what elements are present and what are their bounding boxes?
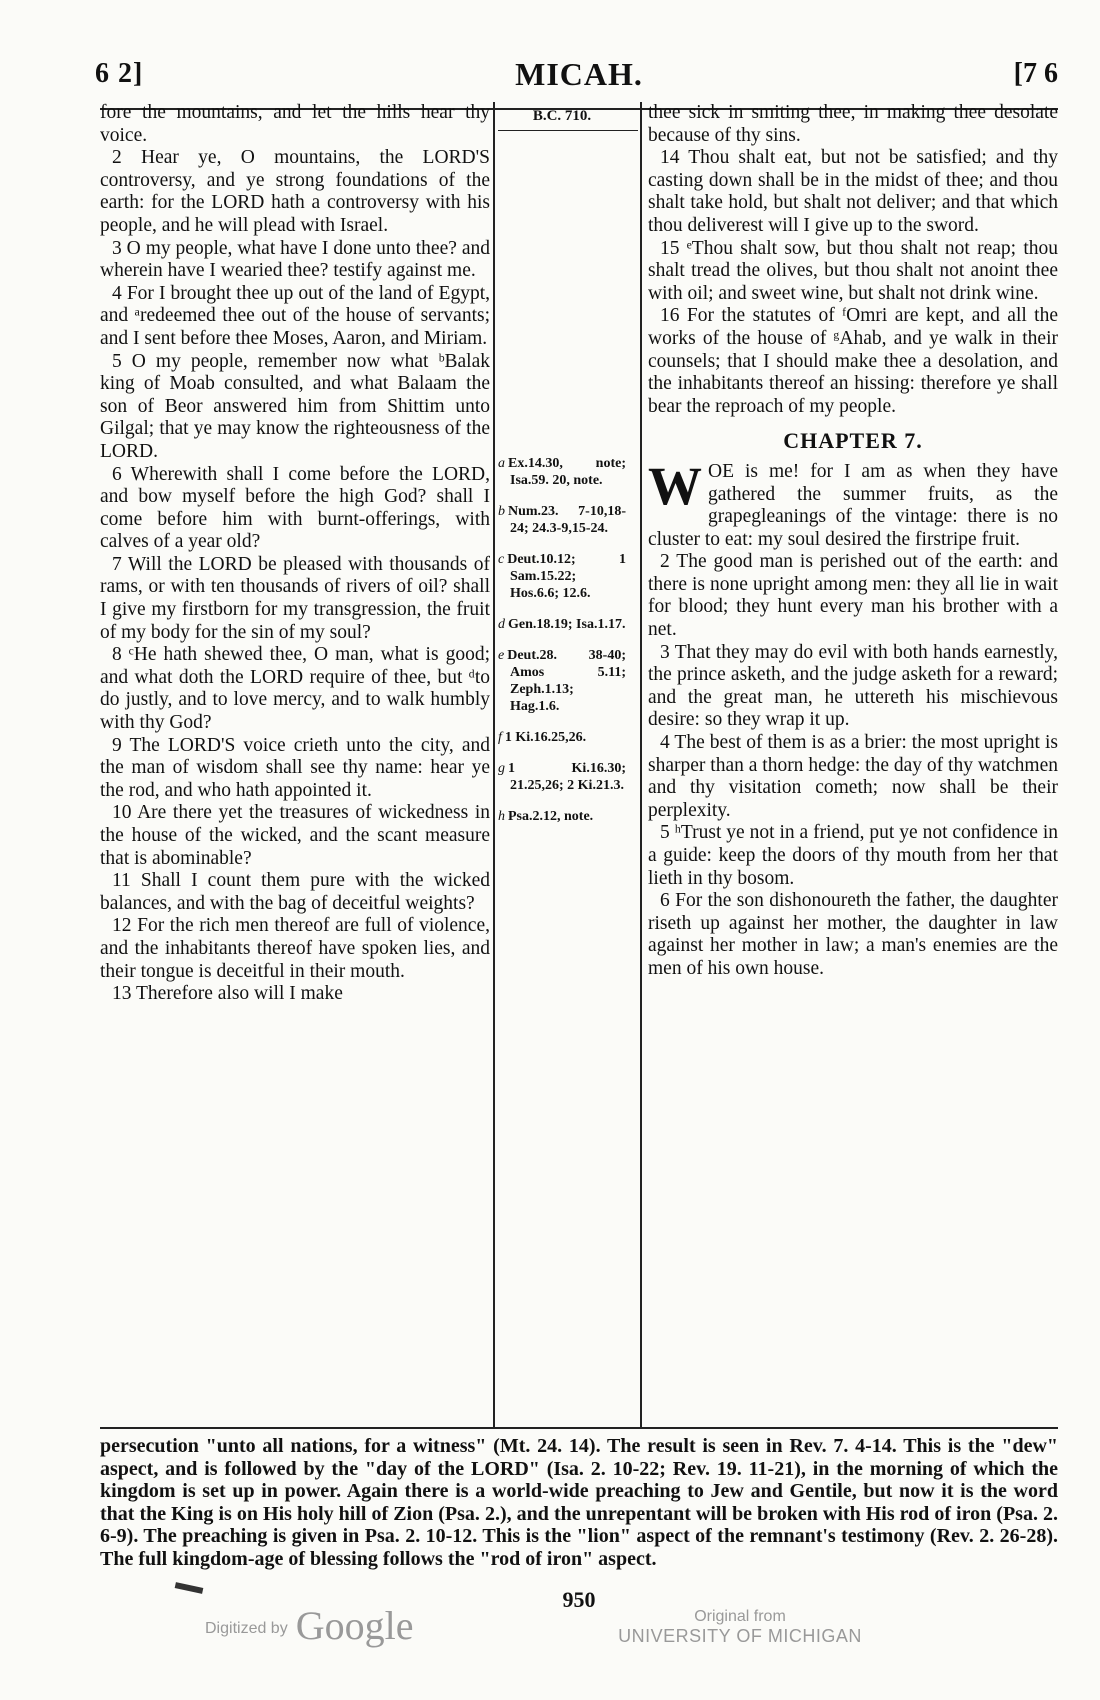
reference-text: Deut.10.12; 1 Sam.15.22; Hos.6.6; 12.6.: [507, 552, 626, 601]
verse-paragraph: 11 Shall I count them pure with the wicked balances, and with the bag of deceitful weights?: [100, 870, 490, 914]
reference-letter: d: [498, 617, 505, 632]
verse-paragraph: 8 ᶜHe hath shewed thee, O man, what is good; and what doth the LORD require of thee, but ᵈto do justly, and to love mercy, and to walk humbly with thy God?: [100, 644, 490, 734]
left-text-column: [100, 102, 490, 1006]
reference-text: Num.23. 7-10,18-24; 24.3-9,15-24.: [508, 504, 626, 536]
reference-letter: a: [498, 456, 505, 471]
reference-text: 1 Ki.16.30; 21.25,26; 2 Ki.21.3.: [508, 761, 626, 793]
google-logo: Google: [295, 1603, 414, 1648]
reference-letter: f: [498, 730, 502, 745]
cross-reference: [498, 808, 626, 825]
verse-paragraph: 3 That they may do evil with both hands earnestly, the prince asketh, and the judge asketh for a reward; and the great man, he uttereth his mischievous desire: so they wrap it up.: [648, 641, 1058, 731]
footnote-rule: [100, 1427, 1058, 1429]
page: [95, 40, 1058, 1640]
verse-paragraph: 7 Will the LORD be pleased with thousands of rams, or with ten thousands of rivers of oil? shall I give my firstborn for my transgression, the fruit of my body for the sin of my soul?: [100, 553, 490, 643]
verse-paragraph: 4 For I brought thee up out of the land of Egypt, and ᵃredeemed thee out of the house of servants; and I sent before thee Moses, Aaron, and Miriam.: [100, 282, 490, 349]
cross-reference: [498, 729, 626, 746]
reference-text: Ex.14.30, note; Isa.59. 20, note.: [508, 456, 626, 488]
reference-letter: h: [498, 809, 505, 824]
cross-reference: [498, 647, 626, 715]
original-from-label: Original from: [694, 1608, 786, 1625]
reference-text: Deut.28. 38-40; Amos 5.11; Zeph.1.13; Hag.1.6.: [507, 648, 626, 714]
header-chapter-verse-left: 6 2]: [95, 58, 144, 89]
verse-paragraph: 13 Therefore also will I make: [112, 983, 343, 1005]
verse-paragraph: 10 Are there yet the treasures of wickedness in the house of the wicked, and the scant measure that is abominable?: [100, 802, 490, 869]
digitized-by-label: Digitized by: [205, 1620, 288, 1637]
reference-letter: e: [498, 648, 505, 663]
cross-reference-column: [498, 102, 626, 839]
header-chapter-verse-right: [7 6: [1013, 58, 1058, 89]
reference-text: Psa.2.12, note.: [508, 809, 594, 824]
cross-reference: [498, 616, 626, 633]
cross-reference: [498, 455, 626, 489]
verse-paragraph: 2 Hear ye, O mountains, the LORD'S controversy, and ye strong foundations of the earth: for the LORD hath a controversy with his people, and he will plead with Israel.: [100, 147, 490, 236]
reference-letter: b: [498, 504, 505, 519]
footnote: persecution "unto all nations, for a witness" (Mt. 24. 14). The result is seen in Rev. 7. 4-14. This is the "dew" aspect, and is followed by the "day of the LORD" (Isa. 2. 10-22; Rev. 19. 11-21), in the morning of which the kingdom is set up in power. Again there is a world-wide preaching to Jew and Gentile, but now it is the word that the King is on His holy hill of Zion (Psa. 2.), and the unrepentant will be broken with His rod of iron (Psa. 2. 6-9). The preaching is given in Psa. 2. 10-12. This is the "lion" aspect of the remnant's testimony (Rev. 2. 26-28). The full kingdom-age of blessing follows the "rod of iron" aspect.: [100, 1435, 1058, 1570]
verse-paragraph: thee sick in smiting thee, in making thee desolate because of thy sins.: [648, 102, 1058, 146]
reference-letter: c: [498, 552, 505, 567]
verse-paragraph: 5 ʰTrust ye not in a friend, put ye not confidence in a guide: keep the doors of thy mouth from her that lieth in thy bosom.: [648, 822, 1058, 889]
verse-paragraph: 6 Wherewith shall I come before the LORD, and bow myself before the high God? shall I come before him with burnt-offerings, with calves of a year old?: [100, 463, 490, 553]
verse-paragraph: 4 The best of them is as a brier: the most upright is sharper than a thorn hedge: the day of thy watchmen and thy visitation cometh; now shall be their perplexity.: [648, 732, 1058, 821]
verse-paragraph: 16 For the statutes of ᶠOmri are kept, and all the works of the house of ᵍAhab, and ye walk in their counsels; that I should make thee a desolation, and the inhabitants thereof an hissing: therefore ye shall bear the reproach of my people.: [648, 305, 1058, 417]
digitized-watermark: [205, 1602, 413, 1649]
date-label: B.C. 710.: [532, 108, 592, 124]
verse-paragraph: 2 The good man is perished out of the earth: and there is none upright among men: they all lie in wait for blood; they hunt every man his brother with a net.: [648, 551, 1058, 641]
verse-paragraph: 12 For the rich men thereof are full of violence, and the inhabitants thereof have spoken lies, and their tongue is deceitful in their mouth.: [100, 915, 490, 982]
page-number: 950: [562, 1587, 596, 1612]
drop-cap: W: [648, 455, 702, 516]
verse-paragraph: 14 Thou shalt eat, but not be satisfied; and thy casting down shall be in the midst of thee; and thou shalt take hold, but shalt not deliver; and that which thou deliverest will I give up to the sword.: [648, 147, 1058, 236]
reference-text: 1 Ki.16.25,26.: [504, 730, 587, 745]
column-divider-right: [640, 102, 642, 1427]
verse-paragraph: 5 O my people, remember now what ᵇBalak king of Moab consulted, and what Balaam the son of Beor answered him from Shittim unto Gilgal; that ye may know the righteousness of the LORD.: [100, 350, 490, 462]
verse-paragraph: 3 O my people, what have I done unto thee? and wherein have I wearied thee? testify against me.: [100, 237, 490, 282]
cross-reference: [498, 760, 626, 794]
reference-letter: g: [498, 761, 505, 776]
verse-paragraph: 6 For the son dishonoureth the father, the daughter riseth up against her mother, the daughter in law against her mother in law; a man's enemies are the men of his own house.: [648, 890, 1058, 979]
chapter-heading: CHAPTER 7.: [783, 428, 923, 454]
verse-paragraph: fore the mountains, and let the hills hear thy voice.: [100, 102, 490, 146]
cross-reference: [498, 503, 626, 537]
header-book-title: MICAH.: [515, 56, 643, 92]
page-header: [95, 50, 1058, 100]
right-text-column: [648, 102, 1058, 981]
verse-paragraph: OE is me! for I am as when they have gathered the summer fruits, as the grapegleanings of the vintage: there is no cluster to eat: my soul desired the firstripe fruit.: [648, 460, 1058, 550]
chapter-opening: [648, 455, 1058, 551]
university-label: UNIVERSITY OF MICHIGAN: [618, 1626, 862, 1646]
origin-watermark: [610, 1608, 870, 1647]
verse-paragraph: 9 The LORD'S voice crieth unto the city, and the man of wisdom shall see thy name: hear ye the rod, and who hath appointed it.: [100, 734, 490, 801]
column-divider-left: [493, 102, 495, 1427]
cross-reference: [498, 551, 626, 602]
verse-paragraph: 15 ᵉThou shalt sow, but thou shalt not reap; thou shalt tread the olives, but thou shalt not anoint thee with oil; and sweet wine, but shalt not drink wine.: [648, 237, 1058, 304]
reference-text: Gen.18.19; Isa.1.17.: [508, 617, 626, 632]
